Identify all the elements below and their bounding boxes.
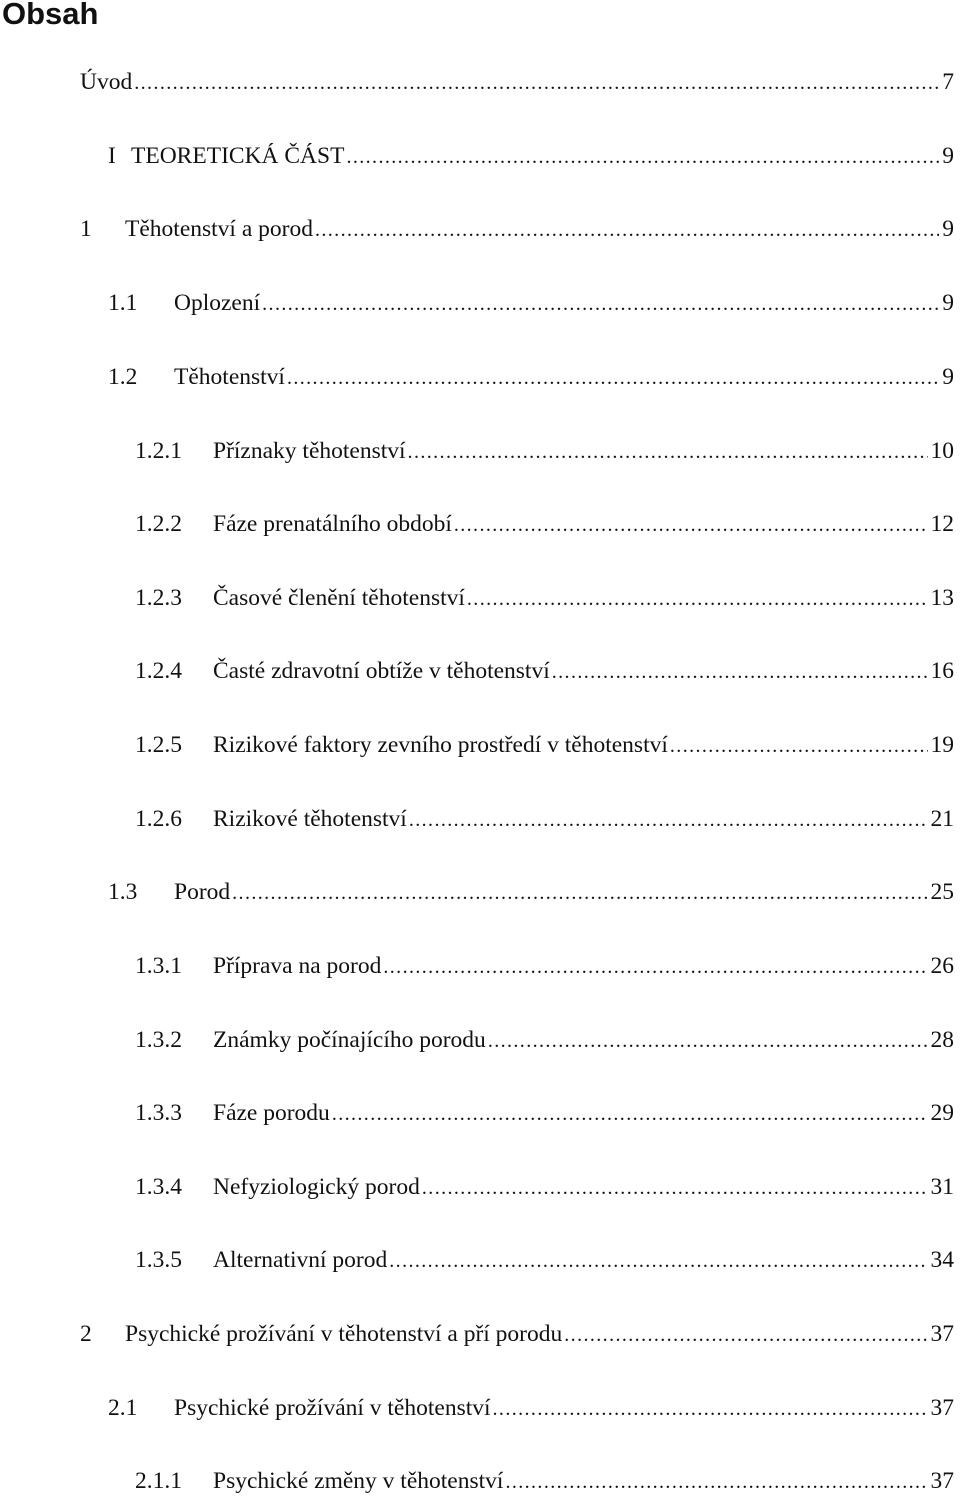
toc-entry-title: Časové členění těhotenství [213, 585, 465, 611]
toc-entry-number: 1.2.4 [135, 658, 182, 684]
toc-entry-page: 9 [942, 364, 954, 390]
toc-entry-title: Psychické prožívání v těhotenství a pří porodu [125, 1321, 563, 1347]
dot-leader [454, 510, 928, 540]
toc-entry-number: 1.2.2 [135, 511, 182, 537]
toc-entry-page: 34 [930, 1247, 954, 1273]
toc-entry-page: 10 [930, 438, 954, 464]
dot-leader [488, 1026, 928, 1056]
toc-entry-1-2-3[interactable] [135, 583, 954, 613]
toc-entry-title: TEORETICKÁ ČÁST [131, 143, 345, 169]
toc-entry-1-2-5[interactable] [135, 730, 954, 760]
toc-entry-number: 1.2.3 [135, 585, 182, 611]
dot-leader [422, 1173, 928, 1203]
toc-entry-number: 1.3.5 [135, 1247, 182, 1273]
toc-entry-1-3-2[interactable] [135, 1025, 954, 1055]
page-title: Obsah [2, 0, 99, 31]
toc-entry-number: 1.3.4 [135, 1174, 182, 1200]
toc-entry-number: 1.2.5 [135, 732, 182, 758]
toc-entry-number: 1.2 [108, 364, 138, 390]
toc-entry-title: Psychické prožívání v těhotenství [174, 1395, 491, 1421]
dot-leader [493, 1394, 928, 1424]
toc-entry-1-1[interactable] [108, 288, 954, 318]
toc-entry-title: Příprava na porod [213, 953, 382, 979]
toc-entry-title: Nefyziologický porod [213, 1174, 420, 1200]
toc-entry-1-3[interactable] [108, 877, 954, 907]
toc-entry-1-3-4[interactable] [135, 1172, 954, 1202]
dot-leader [670, 731, 928, 761]
toc-entry-1-3-3[interactable] [135, 1098, 954, 1128]
toc-entry-title: Rizikové těhotenství [213, 806, 407, 832]
dot-leader [505, 1467, 927, 1497]
dot-leader [262, 289, 939, 319]
toc-entry-title: Úvod [80, 69, 133, 95]
toc-entry-title: Fáze porodu [213, 1100, 330, 1126]
toc-entry-number: 1.3.2 [135, 1027, 182, 1053]
toc-entry-number: 1.3.1 [135, 953, 182, 979]
toc-entry-number: 2.1.1 [135, 1468, 182, 1494]
toc-entry-page: 12 [930, 511, 954, 537]
dot-leader [383, 952, 927, 982]
dot-leader [332, 1099, 928, 1129]
toc-entry-page: 9 [942, 216, 954, 242]
toc-entry-2[interactable] [80, 1319, 954, 1349]
dot-leader [346, 142, 939, 172]
toc-entry-number: 1.2.6 [135, 806, 182, 832]
toc-entry-number: 1.3.3 [135, 1100, 182, 1126]
toc-entry-page: 13 [930, 585, 954, 611]
toc-entry-title: Fáze prenatálního období [213, 511, 452, 537]
dot-leader [467, 584, 928, 614]
toc-entry-title: Známky počínajícího porodu [213, 1027, 486, 1053]
dot-leader [134, 68, 939, 98]
toc-entry-number: 1.2.1 [135, 438, 182, 464]
toc-entry-number: 1.1 [108, 290, 138, 316]
toc-entry-1-2-4[interactable] [135, 656, 954, 686]
toc-entry-title: Oplození [174, 290, 261, 316]
toc-entry-1-2-2[interactable] [135, 509, 954, 539]
toc-entry-title: Příznaky těhotenství [213, 438, 406, 464]
toc-entry-page: 19 [930, 732, 954, 758]
dot-leader [409, 805, 928, 835]
toc-entry-1-2[interactable] [108, 362, 954, 392]
dot-leader [564, 1320, 927, 1350]
toc-entry-1-2-1[interactable] [135, 436, 954, 466]
toc-entry-title: Těhotenství a porod [125, 216, 313, 242]
dot-leader [315, 215, 939, 245]
toc-entry-uvod[interactable] [80, 67, 954, 97]
dot-leader [552, 657, 928, 687]
toc-entry-number: 2.1 [108, 1395, 138, 1421]
toc-entry-page: 7 [942, 69, 954, 95]
toc-entry-page: 37 [930, 1321, 954, 1347]
toc-entry-title: Psychické změny v těhotenství [213, 1468, 504, 1494]
toc-entry-page: 9 [942, 143, 954, 169]
toc-entry-title: Rizikové faktory zevního prostředí v těhotenství [213, 732, 668, 758]
toc-entry-1-3-1[interactable] [135, 951, 954, 981]
toc-entry-title: Porod [174, 879, 231, 905]
dot-leader [232, 878, 927, 908]
toc-entry-number: 1 [80, 216, 92, 242]
toc-entry-title: Těhotenství [174, 364, 285, 390]
toc-entry-page: 26 [930, 953, 954, 979]
toc-entry-page: 25 [930, 879, 954, 905]
toc-entry-page: 16 [930, 658, 954, 684]
toc-entry-teoreticka-cast[interactable] [108, 141, 954, 171]
toc-entry-2-1-1[interactable] [135, 1466, 954, 1496]
toc-entry-page: 29 [930, 1100, 954, 1126]
dot-leader [287, 363, 939, 393]
toc-entry-title: Časté zdravotní obtíže v těhotenství [213, 658, 550, 684]
toc-entry-page: 37 [930, 1468, 954, 1494]
toc-entry-number: I [108, 143, 116, 169]
toc-entry-number: 1.3 [108, 879, 138, 905]
toc-entry-page: 21 [930, 806, 954, 832]
toc-entry-page: 31 [930, 1174, 954, 1200]
toc-entry-title: Alternativní porod [213, 1247, 388, 1273]
dot-leader [408, 437, 928, 467]
toc-entry-1-2-6[interactable] [135, 804, 954, 834]
dot-leader [389, 1246, 927, 1276]
toc-entry-number: 2 [80, 1321, 92, 1347]
toc-entry-1[interactable] [80, 214, 954, 244]
toc-entry-page: 28 [930, 1027, 954, 1053]
toc-entry-page: 37 [930, 1395, 954, 1421]
toc-entry-page: 9 [942, 290, 954, 316]
toc-entry-2-1[interactable] [108, 1393, 954, 1423]
toc-entry-1-3-5[interactable] [135, 1245, 954, 1275]
